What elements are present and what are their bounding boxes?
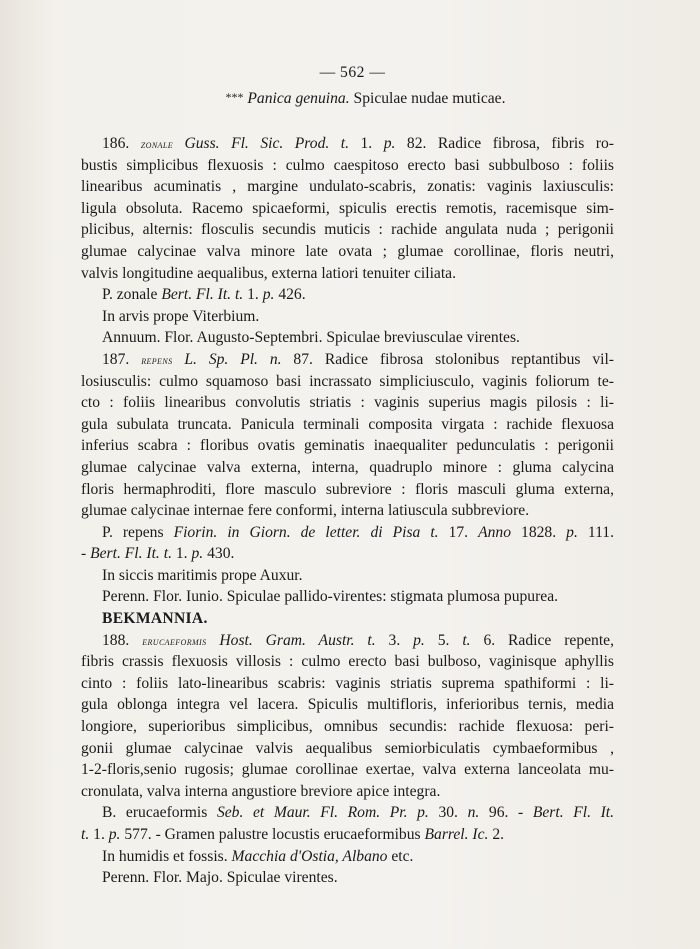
phenology-line: Perenn. Flor. Iunio. Spiculae pallido-virentes: stigmata plumosa pupurea. (102, 588, 559, 606)
entry-first-line: 187. repens L. Sp. Pl. n. 87. Radice fibrosa stolonibus reptantibus vil- (102, 350, 614, 368)
synonym-line: P. repens Fiorin. in Giorn. de letter. di Pisa t. 17. Anno 1828. p. 111. (102, 523, 614, 541)
text-block (81, 58, 614, 889)
phenology-line: Annuum. Flor. Augusto-Septembri. Spiculae breviusculae virentes. (102, 329, 520, 347)
subheading-stars: *** (225, 90, 244, 104)
text-line: inferius scabra : floribus ovatis geminatis inaequaliter pedunculatis : perigonii (81, 437, 614, 455)
entry-first-line: 188. erucaeformis Host. Gram. Austr. t. 3. p. 5. t. 6. Radice repente, (102, 631, 614, 649)
phenology-line: Perenn. Flor. Majo. Spiculae virentes. (102, 869, 338, 887)
text-line: floris hermaphroditi, flore masculo subreviore : floris masculi gluma externa, (81, 480, 614, 498)
habitat-line: In siccis maritimis prope Auxur. (102, 566, 303, 584)
text-line: valvis longitudine aequalibus, externa latiori tenuiter ciliata. (81, 264, 456, 282)
text-line: glumae calycinae internae fere conformi, interna latiuscula subbreviore. (81, 502, 530, 520)
text-line: fibris crassis flexuosis villosis : culmo erecto basi bulboso, vaginisque aphyllis (81, 653, 614, 671)
text-line: glumae calycinae valva minore late ovata ; glumae corollinae, floris neutri, (81, 242, 614, 260)
entry-first-line: 186. zonale Guss. Fl. Sic. Prod. t. 1. p. 82. Radice fibrosa, fibris ro- (102, 135, 614, 152)
subheading-description: Spiculae nudae muticae. (353, 90, 506, 107)
text-line: plicibus, alternis: flosculis secundis muticis : rachide angulata nuda ; perigonii (81, 221, 614, 239)
text-line: cronulata, valva interna angustiore breviore apice integra. (81, 782, 441, 800)
text-line: 1-2-floris,senio rugosis; glumae corollinae exertae, valva externa lanceolata mu- (81, 761, 614, 779)
text-line: gula oblonga integra vel lacera. Spiculis multifloris, inferioribus ternis, media (81, 696, 614, 714)
text-line: glumae calycinae valva externa, interna, quadruplo minore : gluma calycina (81, 458, 614, 476)
habitat-line: In arvis prope Viterbium. (102, 307, 260, 325)
synonym-line: t. 1. p. 577. - Gramen palustre locustis erucaeformibus Barrel. Ic. 2. (81, 826, 505, 843)
species-entry-187 (81, 349, 614, 608)
species-entry-186 (81, 133, 614, 349)
section-subheading (81, 87, 614, 114)
page-number: — 562 — (319, 64, 386, 81)
synonym-line: B. erucaeformis Seb. et Maur. Fl. Rom. Pr. p. 30. n. 96. - Bert. Fl. It. (102, 804, 615, 822)
text-line: cto : foliis linearibus convolutis striatis : vaginis superius magis pilosis : li- (81, 394, 614, 412)
text-line: cinto : foliis lato-linearibus scabris: vaginis striatis suprema spathiformi : li- (81, 674, 614, 692)
text-line: gonii glumae calycinae valvis aequalibus semiorbiculatis cymbaeformibus , (81, 739, 614, 757)
synonym-line: - Bert. Fl. It. t. 1. p. 430. (81, 545, 235, 563)
text-line: ligula obsoluta. Racemo spicaeformi, spiculis erectis remotis, racemisque sim- (81, 199, 614, 217)
text-line: gula subulata truncata. Panicula terminali composita virgata : rachide flexuosa (81, 415, 614, 433)
habitat-line: In humidis et fossis. Macchia d'Ostia, Albano etc. (102, 847, 414, 865)
subheading-title: Panica genuina. (247, 90, 350, 107)
synonym-line: P. zonale Bert. Fl. It. t. 1. p. 426. (102, 286, 306, 304)
species-entry-188 (81, 630, 614, 889)
text-line: linearibus acuminatis , margine undulato-scabris, zonatis: vaginis laxiusculis: (81, 178, 614, 196)
text-line: longiore, superioribus simplicibus, omnibus secundis: rachide flexuosa: peri- (81, 718, 614, 736)
text-line: losiusculis: culmo squamoso basi incrassato simpliciusculo, vaginis foliorum te- (81, 372, 614, 390)
text-line: bustis simplicibus flexuosis : culmo caespitoso erecto basi subbulboso : foliis (81, 156, 614, 174)
genus-heading: BEKMANNIA. (102, 610, 208, 628)
